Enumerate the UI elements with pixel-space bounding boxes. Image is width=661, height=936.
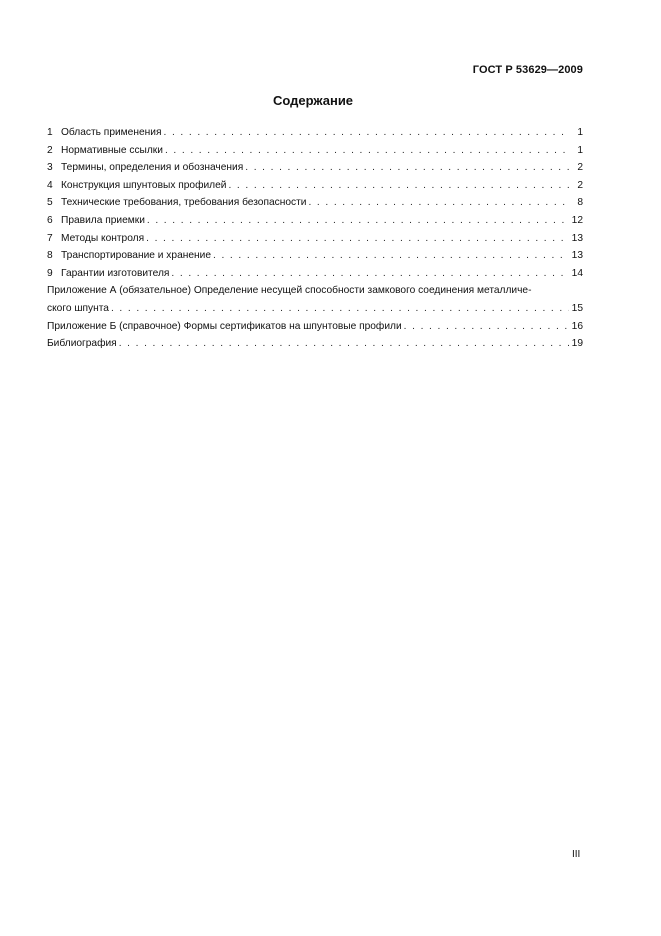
toc-entry-text: Конструкция шпунтовых профилей	[61, 179, 227, 191]
dot-leader	[165, 142, 570, 160]
toc-entry-label	[47, 159, 243, 177]
toc-entry-text: Методы контроля	[61, 232, 145, 244]
toc-entry-label	[47, 247, 211, 265]
toc-entry-label	[47, 142, 163, 160]
toc-entry-number: 7	[47, 232, 53, 244]
toc-bibliography[interactable]	[47, 335, 583, 353]
toc-entry-page: 2	[577, 179, 583, 191]
toc-entry-page: 15	[571, 302, 583, 314]
toc-entry-page: 1	[577, 144, 583, 156]
toc-entry-text: Технические требования, требования безопасности	[61, 197, 307, 209]
toc-entry-number: 8	[47, 250, 53, 262]
toc-entry-3[interactable]	[47, 159, 583, 177]
dot-leader	[228, 177, 570, 195]
dot-leader	[111, 300, 569, 318]
dot-leader	[308, 194, 570, 212]
toc-entry-text: ского шпунта	[47, 302, 109, 314]
toc-entry-1[interactable]	[47, 124, 583, 142]
toc-entry-text: Нормативные ссылки	[61, 144, 163, 156]
toc-entry-number: 3	[47, 162, 53, 174]
toc-appendix-a-line1[interactable]	[47, 282, 583, 300]
dot-leader	[147, 212, 569, 230]
toc-entry-page: 14	[571, 267, 583, 279]
dot-leader	[163, 124, 570, 142]
toc-entry-label	[47, 177, 226, 195]
toc-entry-text: Термины, определения и обозначения	[61, 162, 244, 174]
toc-appendix-b[interactable]	[47, 318, 583, 336]
toc-entry-text: Библиография	[47, 338, 117, 350]
dot-leader	[245, 159, 570, 177]
toc-entry-page: 8	[577, 197, 583, 209]
toc-entry-page: 13	[571, 232, 583, 244]
toc-entry-label	[47, 124, 161, 142]
toc-entry-page: 19	[571, 338, 583, 350]
dot-leader	[213, 247, 569, 265]
toc-entry-label	[47, 194, 306, 212]
toc-entry-8[interactable]	[47, 247, 583, 265]
toc-entry-page: 16	[571, 320, 583, 332]
toc-entry-7[interactable]	[47, 230, 583, 248]
toc-entry-number: 4	[47, 179, 53, 191]
toc-entry-text: Приложение Б (справочное) Формы сертификатов на шпунтовые профили	[47, 320, 402, 332]
toc-entry-text: Транспортирование и хранение	[61, 250, 212, 262]
document-code: ГОСТ Р 53629—2009	[472, 64, 583, 76]
toc-entry-page: 12	[571, 214, 583, 226]
toc-entry-text: Область применения	[61, 127, 162, 138]
toc-entry-page: 2	[577, 162, 583, 174]
toc-entry-2[interactable]	[47, 142, 583, 160]
toc-entry-number: 9	[47, 267, 53, 279]
dot-leader	[171, 265, 568, 283]
toc-entry-text: Гарантии изготовителя	[61, 267, 170, 279]
table-of-contents	[47, 124, 583, 353]
toc-entry-label	[47, 230, 144, 248]
dot-leader	[119, 335, 569, 353]
toc-entry-5[interactable]	[47, 194, 583, 212]
toc-entry-text: Правила приемки	[61, 214, 145, 226]
toc-entry-4[interactable]	[47, 177, 583, 195]
toc-entry-number: 6	[47, 214, 53, 226]
dot-leader	[404, 318, 569, 336]
toc-entry-text: Приложение А (обязательное) Определение несущей способности замкового соединения металличе-	[47, 285, 532, 297]
toc-entry-number: 2	[47, 144, 53, 156]
dot-leader	[146, 230, 569, 248]
toc-entry-6[interactable]	[47, 212, 583, 230]
toc-entry-label	[47, 212, 145, 230]
toc-entry-label	[47, 265, 169, 283]
toc-entry-number: 5	[47, 197, 53, 209]
page-number: III	[572, 849, 581, 860]
toc-appendix-a-line2[interactable]	[47, 300, 583, 318]
toc-entry-page: 13	[571, 250, 583, 262]
toc-entry-number: 1	[47, 127, 53, 138]
toc-entry-page: 1	[577, 127, 583, 138]
toc-title: Содержание	[272, 93, 354, 108]
toc-entry-9[interactable]	[47, 265, 583, 283]
